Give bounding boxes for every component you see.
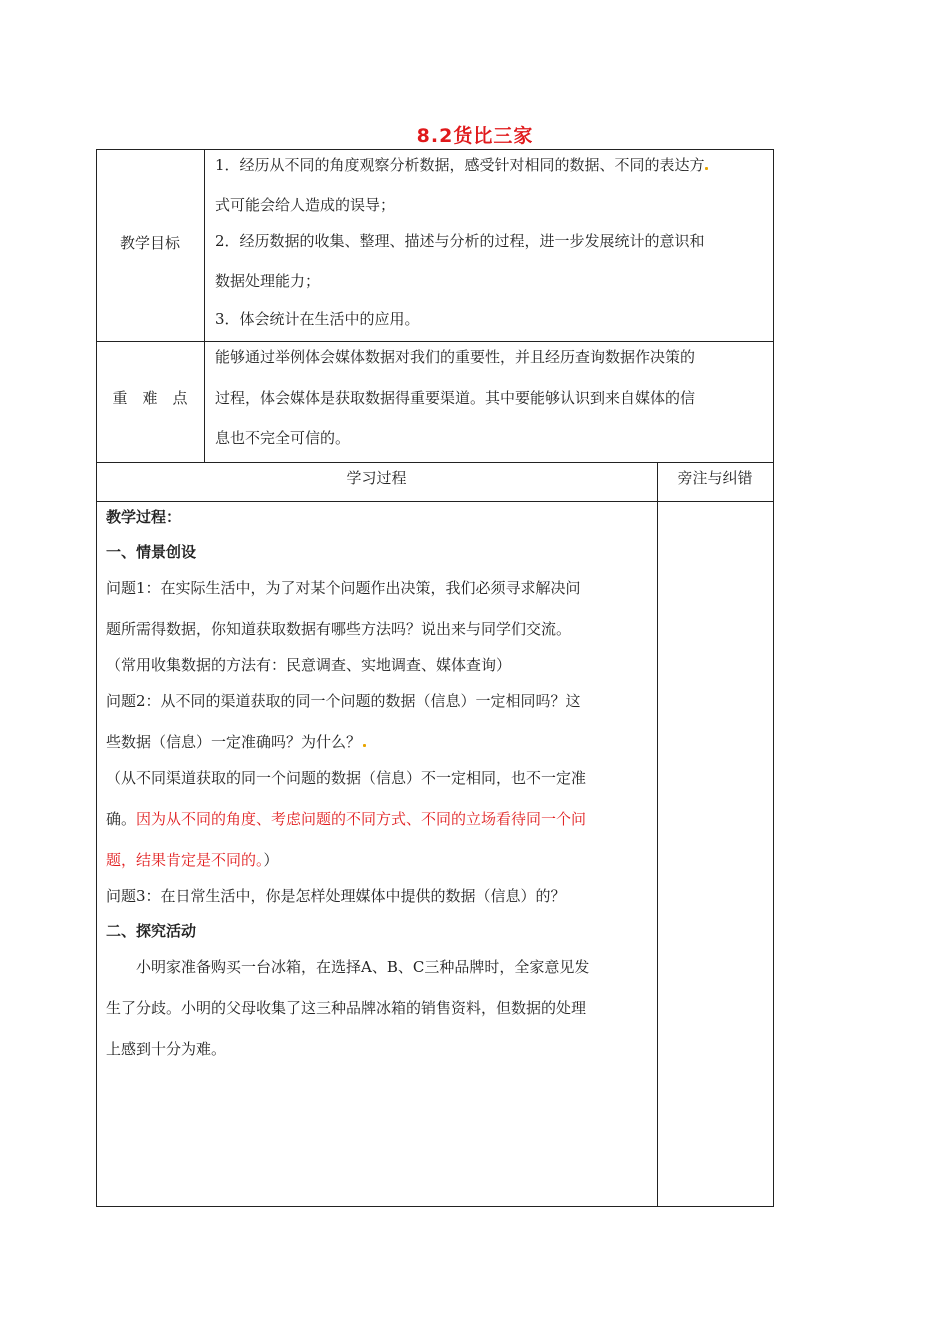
question-2-line-2: 些数据（信息）一定准确吗？为什么？ [106,731,366,752]
key-points-label: 重 难 点 [112,389,188,407]
key-points-line-1: 能够通过举例体会媒体数据对我们的重要性，并且经历查询数据作决策的 [215,348,696,366]
key-points-line-2: 过程，体会媒体是获取数据得重要渠道。其中要能够认识到来自媒体的信 [215,389,696,407]
question-2-line-1: 问题2：从不同的渠道获取的同一个问题的数据（信息）一定相同吗？这 [106,692,581,710]
goals-line-3: 2．经历数据的收集、整理、描述与分析的过程，进一步发展统计的意识和 [215,232,705,250]
process-header: 学习过程 [346,469,407,487]
answer-2-line-1: （从不同渠道获取的同一个问题的数据（信息）不一定相同，也不一定准 [106,769,587,787]
table-border-left [96,149,97,1207]
question-1-line-2: 题所需得数据，你知道获取数据有哪些方法吗？说出来与同学们交流。 [106,620,572,638]
page-title: 8.2货比三家 [416,125,534,147]
notes-header: 旁注与纠错 [677,469,753,487]
highlight-dot [363,744,366,747]
table-divider-goals [96,341,774,342]
goals-label: 教学目标 [119,234,180,252]
goals-line-2: 式可能会给人造成的误导； [215,196,396,214]
question-1-line-1: 问题1：在实际生活中，为了对某个问题作出决策，我们必须寻求解决问 [106,579,581,597]
question-1-answer: （常用收集数据的方法有：民意调查、实地调查、媒体查询） [106,656,512,674]
answer-2-line-3: 题，结果肯定是不同的。） [106,851,279,869]
process-heading: 教学过程： [106,508,182,526]
question-3: 问题3：在日常生活中，你是怎样处理媒体中提供的数据（信息）的？ [106,887,566,905]
goals-line-1: 1．经历从不同的角度观察分析数据，感受针对相同的数据、不同的表达方 [215,154,708,175]
activity-paragraph-line-1: 小明家准备购买一台冰箱，在选择A、B、C三种品牌时，全家意见发 [136,958,590,976]
table-border-bottom [96,1206,774,1207]
answer-2-line-2: 确。因为从不同的角度、考虑问题的不同方式、不同的立场看待同一个问 [106,810,587,828]
table-border-top [96,149,774,150]
activity-paragraph-line-2: 生了分歧。小明的父母收集了这三种品牌冰箱的销售资料，但数据的处理 [106,999,587,1017]
activity-paragraph-line-3: 上感到十分为难。 [106,1040,227,1058]
goals-line-4: 数据处理能力； [215,272,321,290]
table-divider-header [96,501,774,502]
table-divider-notes-column [657,462,658,1207]
section-heading-1: 一、情景创设 [106,543,197,561]
section-heading-2: 二、探究活动 [106,922,197,940]
table-border-right [773,149,774,1207]
table-divider-label-column [204,149,205,462]
highlight-dot [705,167,708,170]
goals-line-5: 3．体会统计在生活中的应用。 [215,310,420,328]
table-divider-keypoints [96,462,774,463]
key-points-line-3: 息也不完全可信的。 [215,429,351,447]
